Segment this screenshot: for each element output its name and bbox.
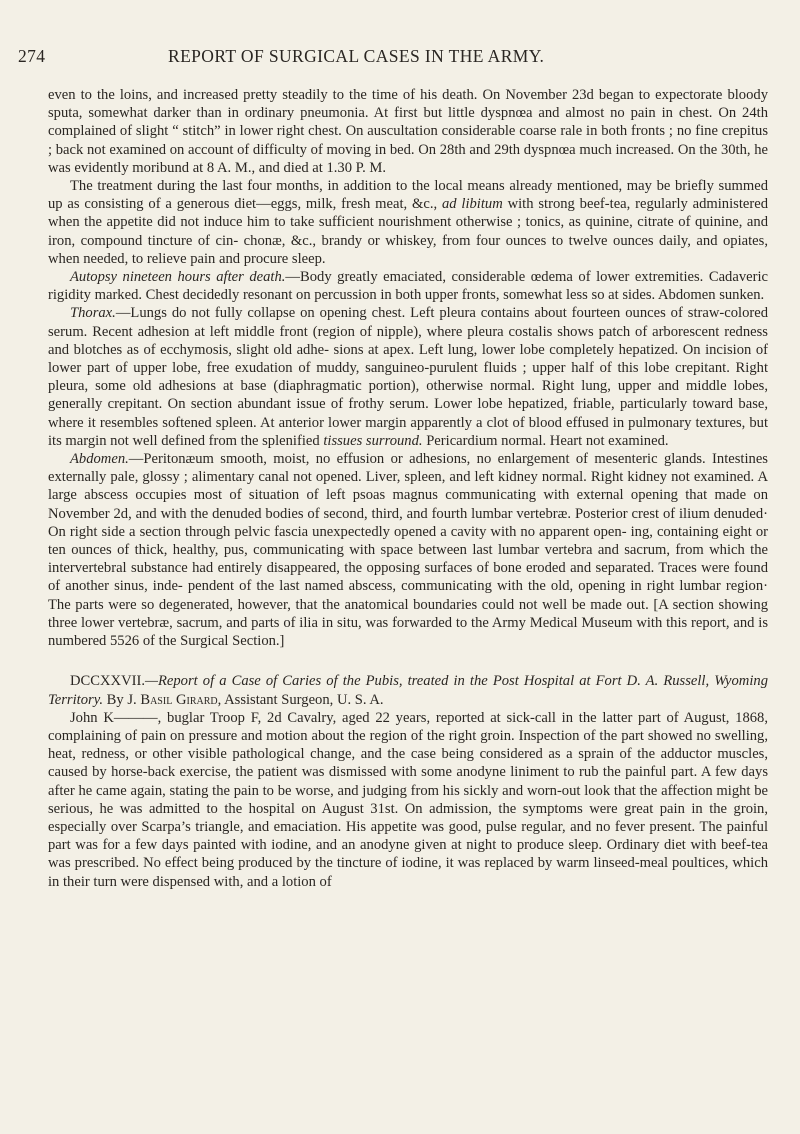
text-run: —Peritonæum smooth, moist, no effusion or adhesions, no enlargement of mesenteric glands. Intestines externally pale, glossy ; alimentary canal not opened. Liver, spleen, and left kidney normal. Right kidney not examined. A large abscess occupies most of situation of left psoas magnus communicating with external opening that made on November 2d, and with the denuded bodies of second, third, and fourth lumbar vertebræ. Posterior crest of ilium denuded· On right side a section through pelvic fascia unexpectedly opened a cavity with no apparent open- ing, containing eight or ten ounces of thick, healthy, pus, communicating with space between last lumbar vertebra and sacrum, from which the intervertebral substance had entirely disappeared, the opposing surfaces of bone eroded and separated. Traces were found of another sinus, inde- pendent of the last named abscess, communicating with the old, opening in right lumbar region· The parts were so degenerated, however, that the anatomical boundaries could not well be made out. [A section showing three lower vertebræ, sacrum, and parts of ilia in situ, was forwarded to the Army Medical Museum with this report, and is numbered 5526 of the Surgical Section.]: [48, 451, 768, 650]
page-header: [0, 46, 800, 70]
case-author-role: , Assistant Surgeon, U. S. A.: [217, 691, 384, 708]
paragraph-continuation: even to the loins, and increased pretty steadily to the time of his death. On November 23d began to expectorate bloody sputa, somewhat darker than in ordinary pneumonia. At first but little dyspnœa and almost no pain in chest. On 24th complained of slight “ stitch” in lower right chest. On auscultation considerable coarse rale in both fronts ; no fine crepitus ; back not examined on account of difficulty of moving in bed. On 28th and 29th dyspnœa much increased. On the 30th, he was evidently moribund at 8 A. M., and died at 1.30 P. M.: [48, 87, 768, 176]
running-title: REPORT OF SURGICAL CASES IN THE ARMY.: [168, 46, 545, 66]
italic-phrase: tissues surround.: [323, 432, 423, 449]
section-label: Thorax.: [70, 305, 116, 322]
paragraph-autopsy: [48, 268, 768, 304]
text-run: —Body greatly emaciated, considerable œdema of lower extremities. Cadaveric rigidity marked. Chest decidedly resonant on percussion in both upper fronts, somewhat less so at sides. Abdomen sunken.: [48, 269, 768, 304]
case-heading: [48, 672, 768, 708]
paragraph-treatment: [48, 177, 768, 268]
paragraph-case-history: John K———, buglar Troop F, 2d Cavalry, aged 22 years, reported at sick-call in the latter part of August, 1868, complaining of pain on pressure and motion about the region of the right groin. Inspection of the part showed no swelling, heat, redness, or other visible pathological change, and the case being considered as a sprain of the adductor muscles, caused by horse-back exercise, the patient was dismissed with some anodyne liniment to rub the painful part. A few days after he came again, stating the pain to be worse, and judging from his sickly and worn-out look that the affection might be serious, he was admitted to the hospital on August 31st. On admission, the symptoms were great pain in the groin, especially over Scarpa’s triangle, and emaciation. His appetite was good, pulse regular, and no fever present. The painful part was for a few days painted with iodine, and an anodyne given at night to produce sleep. Ordinary diet with beef-tea was prescribed. No effect being produced by the tincture of iodine, it was replaced by warm linseed-meal poultices, which in their turn were dispensed with, and a lotion of: [48, 709, 768, 890]
paragraph-abdomen: [48, 450, 768, 650]
text-run: —Lungs do not fully collapse on opening chest. Left pleura contains about fourteen ounces of straw-colored serum. Recent adhesion at left middle front (region of nipple), where pleura costalis shows patch of arborescent redness and blotches as of ecchymosis, slight old adhe- sions at apex. Left lung, lower lobe completely hepatized. On incision of lower part of upper lobe, free exudation of muddy, sanguineo-purulent fluids ; upper half of this lobe crepitant. Right pleura, some old adhesions at base (diaphragmatic portion), otherwise normal. Right lung, upper and middle lobes, generally crepitant. On section abundant issue of frothy serum. Lower lobe hepatized, friable, particularly toward base, where it resembles softened spleen. At anterior lower margin apparently a clot of blood effused in pulmonary textures, but its margin not well defined from the splenified: [48, 305, 768, 449]
text-run: Pericardium normal. Heart not examined.: [422, 432, 669, 449]
italic-phrase: ad libitum: [441, 196, 503, 213]
case-number: DCCXXVII.: [70, 673, 145, 690]
page-number: 274: [18, 46, 46, 66]
case-title: —Report of a Case of Caries of the Pubis, treated in the Post Hospital at Fort D. A. Russell, Wyoming Territory.: [48, 673, 768, 708]
section-label: Autopsy nineteen hours after death.: [70, 269, 286, 286]
text-run: By J.: [103, 691, 141, 708]
text-run: The treatment during the last four months, in addition to the local means already mentioned, may be briefly summed up as consisting of a generous diet—eggs, milk, fresh meat, &c.,: [48, 178, 768, 213]
body-text: [48, 86, 768, 891]
paragraph-thorax: [48, 304, 768, 450]
section-label: Abdomen.: [70, 451, 129, 468]
case-author: Basil Girard: [140, 691, 218, 708]
text-run: with strong beef-tea, regularly administered when the appetite did not induce him to take sufficient nourishment otherwise ; tonics, as quinine, citrate of quinine, and iron, compound tincture of cin- chonæ, &c., brandy or whiskey, from four ounces to twelve ounces daily, and opiates, when needed, to relieve pain and procure sleep.: [48, 196, 769, 267]
